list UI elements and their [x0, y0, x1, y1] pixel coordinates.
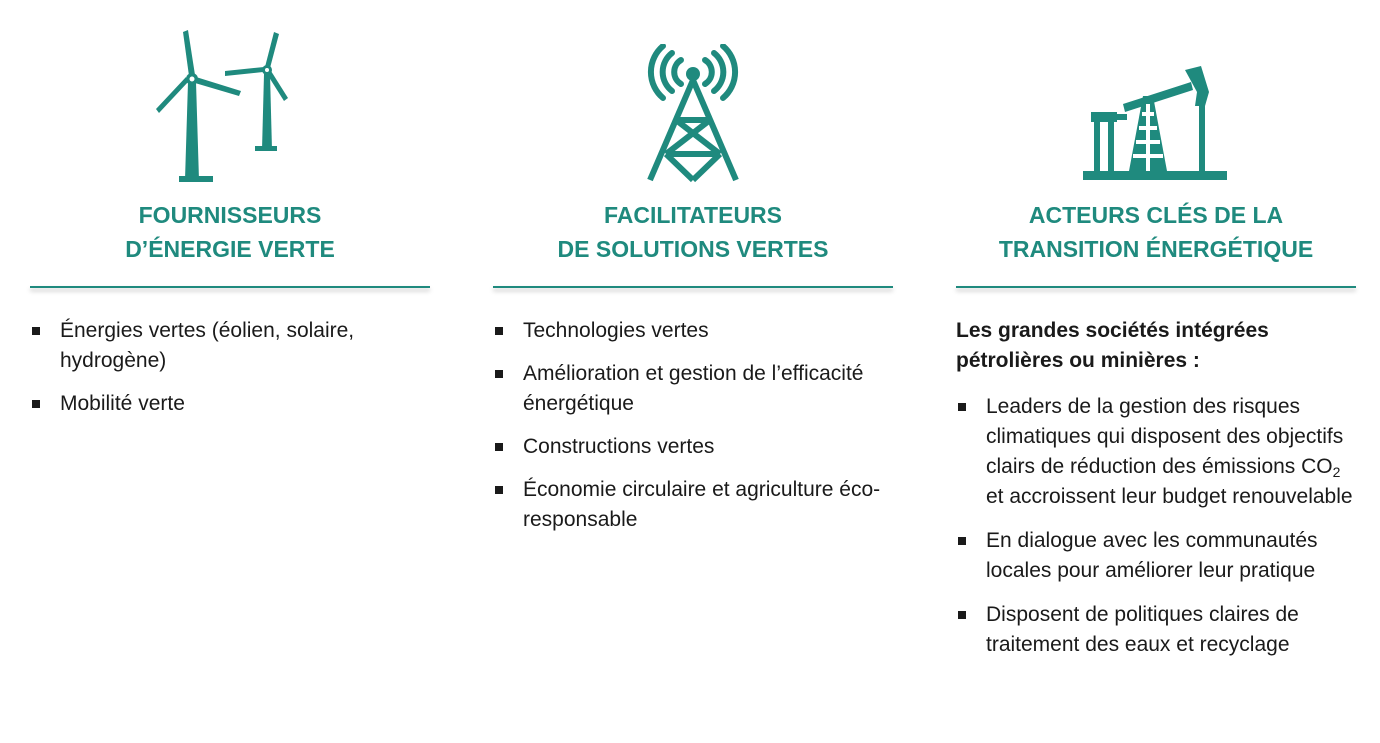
- list-item-text: Économie circulaire et agriculture éco-responsable: [523, 478, 881, 531]
- column-title: [20, 198, 440, 266]
- square-bullet-icon: [32, 327, 40, 335]
- list-item-text: Énergies vertes (éolien, solaire, hydrogène): [60, 319, 355, 372]
- square-bullet-icon: [958, 403, 966, 411]
- column-title: [483, 198, 903, 266]
- bullet-list: [30, 316, 434, 432]
- intro-text: [956, 316, 1360, 376]
- wind-turbine-icon: [20, 22, 440, 184]
- square-bullet-icon: [495, 443, 503, 451]
- divider: [956, 286, 1356, 288]
- title-line: D’ÉNERGIE VERTE: [125, 236, 335, 262]
- column-green-energy-suppliers: [20, 0, 440, 743]
- list-item-text: Amélioration et gestion de l’efficacité énergétique: [523, 362, 864, 415]
- list-item: [493, 475, 897, 535]
- antenna-tower-icon: [483, 22, 903, 184]
- list-item: [30, 316, 434, 376]
- divider: [493, 286, 893, 288]
- title-line: ACTEURS CLÉS DE LA: [1028, 202, 1284, 228]
- list-item: [493, 359, 897, 419]
- title-line: FACILITATEURS: [603, 202, 783, 228]
- oil-pump-icon: [946, 22, 1366, 184]
- column-green-solution-facilitators: [483, 0, 903, 743]
- title-line: TRANSITION ÉNERGÉTIQUE: [998, 236, 1314, 262]
- square-bullet-icon: [495, 327, 503, 335]
- intro-line: pétrolières ou minières :: [956, 349, 1200, 372]
- square-bullet-icon: [32, 400, 40, 408]
- square-bullet-icon: [495, 486, 503, 494]
- bullet-list: [956, 392, 1360, 674]
- list-item-text: Disposent de politiques claires de traitement des eaux et recyclage: [986, 603, 1299, 656]
- list-item: [956, 526, 1360, 586]
- column-energy-transition-actors: [946, 0, 1366, 743]
- square-bullet-icon: [495, 370, 503, 378]
- list-item: [30, 389, 434, 419]
- title-line: FOURNISSEURS: [138, 202, 322, 228]
- list-item: [956, 392, 1360, 512]
- square-bullet-icon: [958, 537, 966, 545]
- column-title: [946, 198, 1366, 266]
- list-item-text: En dialogue avec les communautés locales pour améliorer leur pratique: [986, 529, 1318, 582]
- list-item: [493, 316, 897, 346]
- list-item: [493, 432, 897, 462]
- list-item-text: Leaders de la gestion des risques climatiques qui disposent des objectifs clairs de réduction des émissions CO: [986, 395, 1344, 478]
- square-bullet-icon: [958, 611, 966, 619]
- divider: [30, 286, 430, 288]
- list-item-text-continued: et accroissent leur budget renouvelable: [986, 485, 1353, 508]
- list-item-text: Mobilité verte: [60, 392, 185, 415]
- bullet-list: [493, 316, 897, 548]
- title-line: DE SOLUTIONS VERTES: [557, 236, 829, 262]
- subscript-two: 2: [1332, 464, 1341, 480]
- list-item: [956, 600, 1360, 660]
- list-item-text: Technologies vertes: [523, 319, 709, 342]
- list-item-text: Constructions vertes: [523, 435, 715, 458]
- intro-line: Les grandes sociétés intégrées: [956, 319, 1269, 342]
